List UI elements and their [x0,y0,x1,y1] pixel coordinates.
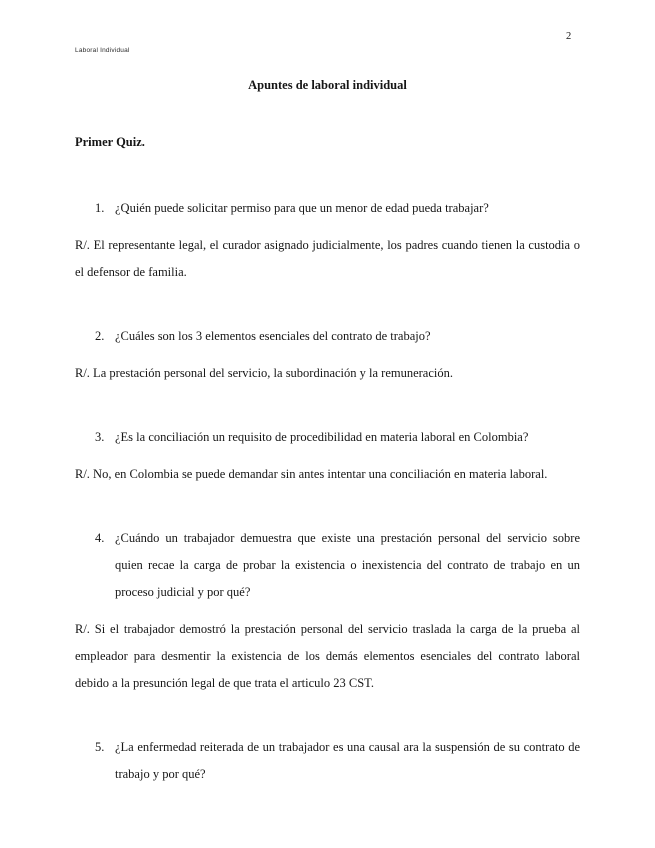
page-number: 2 [566,31,572,42]
question-5-number: 5. [95,740,105,754]
answer-1: R/. El representante legal, el curador asignado judicialmente, los padres cuando tienen la custodia o el defensor de familia. [75,238,580,279]
quiz-item-5 [75,734,580,788]
question-2 [75,323,580,350]
question-2-text: ¿Cuáles son los 3 elementos esenciales del contrato de trabajo? [115,329,431,343]
question-2-number: 2. [95,329,105,343]
quiz-item-4 [75,525,580,697]
question-3-number: 3. [95,430,105,444]
answer-3: R/. No, en Colombia se puede demandar sin antes intentar una conciliación en materia laboral. [75,467,548,481]
answer-4: R/. Si el trabajador demostró la prestación personal del servicio traslada la carga de la prueba al empleador para desmentir la existencia de los demás elementos esenciales del contrato laboral debido a la presunción legal de que trata el articulo 23 CST. [75,622,580,690]
question-1 [75,195,580,222]
question-4-text: ¿Cuándo un trabajador demuestra que existe una prestación personal del servicio sobre quien recae la carga de probar la existencia o inexistencia del contrato de trabajo en un proceso judicial y por qué? [115,531,580,599]
question-1-number: 1. [95,201,105,215]
question-1-text: ¿Quién puede solicitar permiso para que un menor de edad pueda trabajar? [115,201,489,215]
quiz-item-2 [75,323,580,387]
quiz-item-1 [75,195,580,286]
document-title: Apuntes de laboral individual [248,78,407,92]
question-3-text: ¿Es la conciliación un requisito de procedibilidad en materia laboral en Colombia? [115,430,529,444]
answer-2: R/. La prestación personal del servicio, la subordinación y la remuneración. [75,366,453,380]
question-3 [75,424,580,451]
question-4-number: 4. [95,531,105,545]
running-header: Laboral Individual [75,47,130,54]
section-heading: Primer Quiz. [75,135,145,149]
quiz-item-3 [75,424,580,488]
question-5 [75,734,580,788]
question-5-text: ¿La enfermedad reiterada de un trabajador es una causal ara la suspensión de su contrato de trabajo y por qué? [115,740,580,781]
question-4 [75,525,580,606]
